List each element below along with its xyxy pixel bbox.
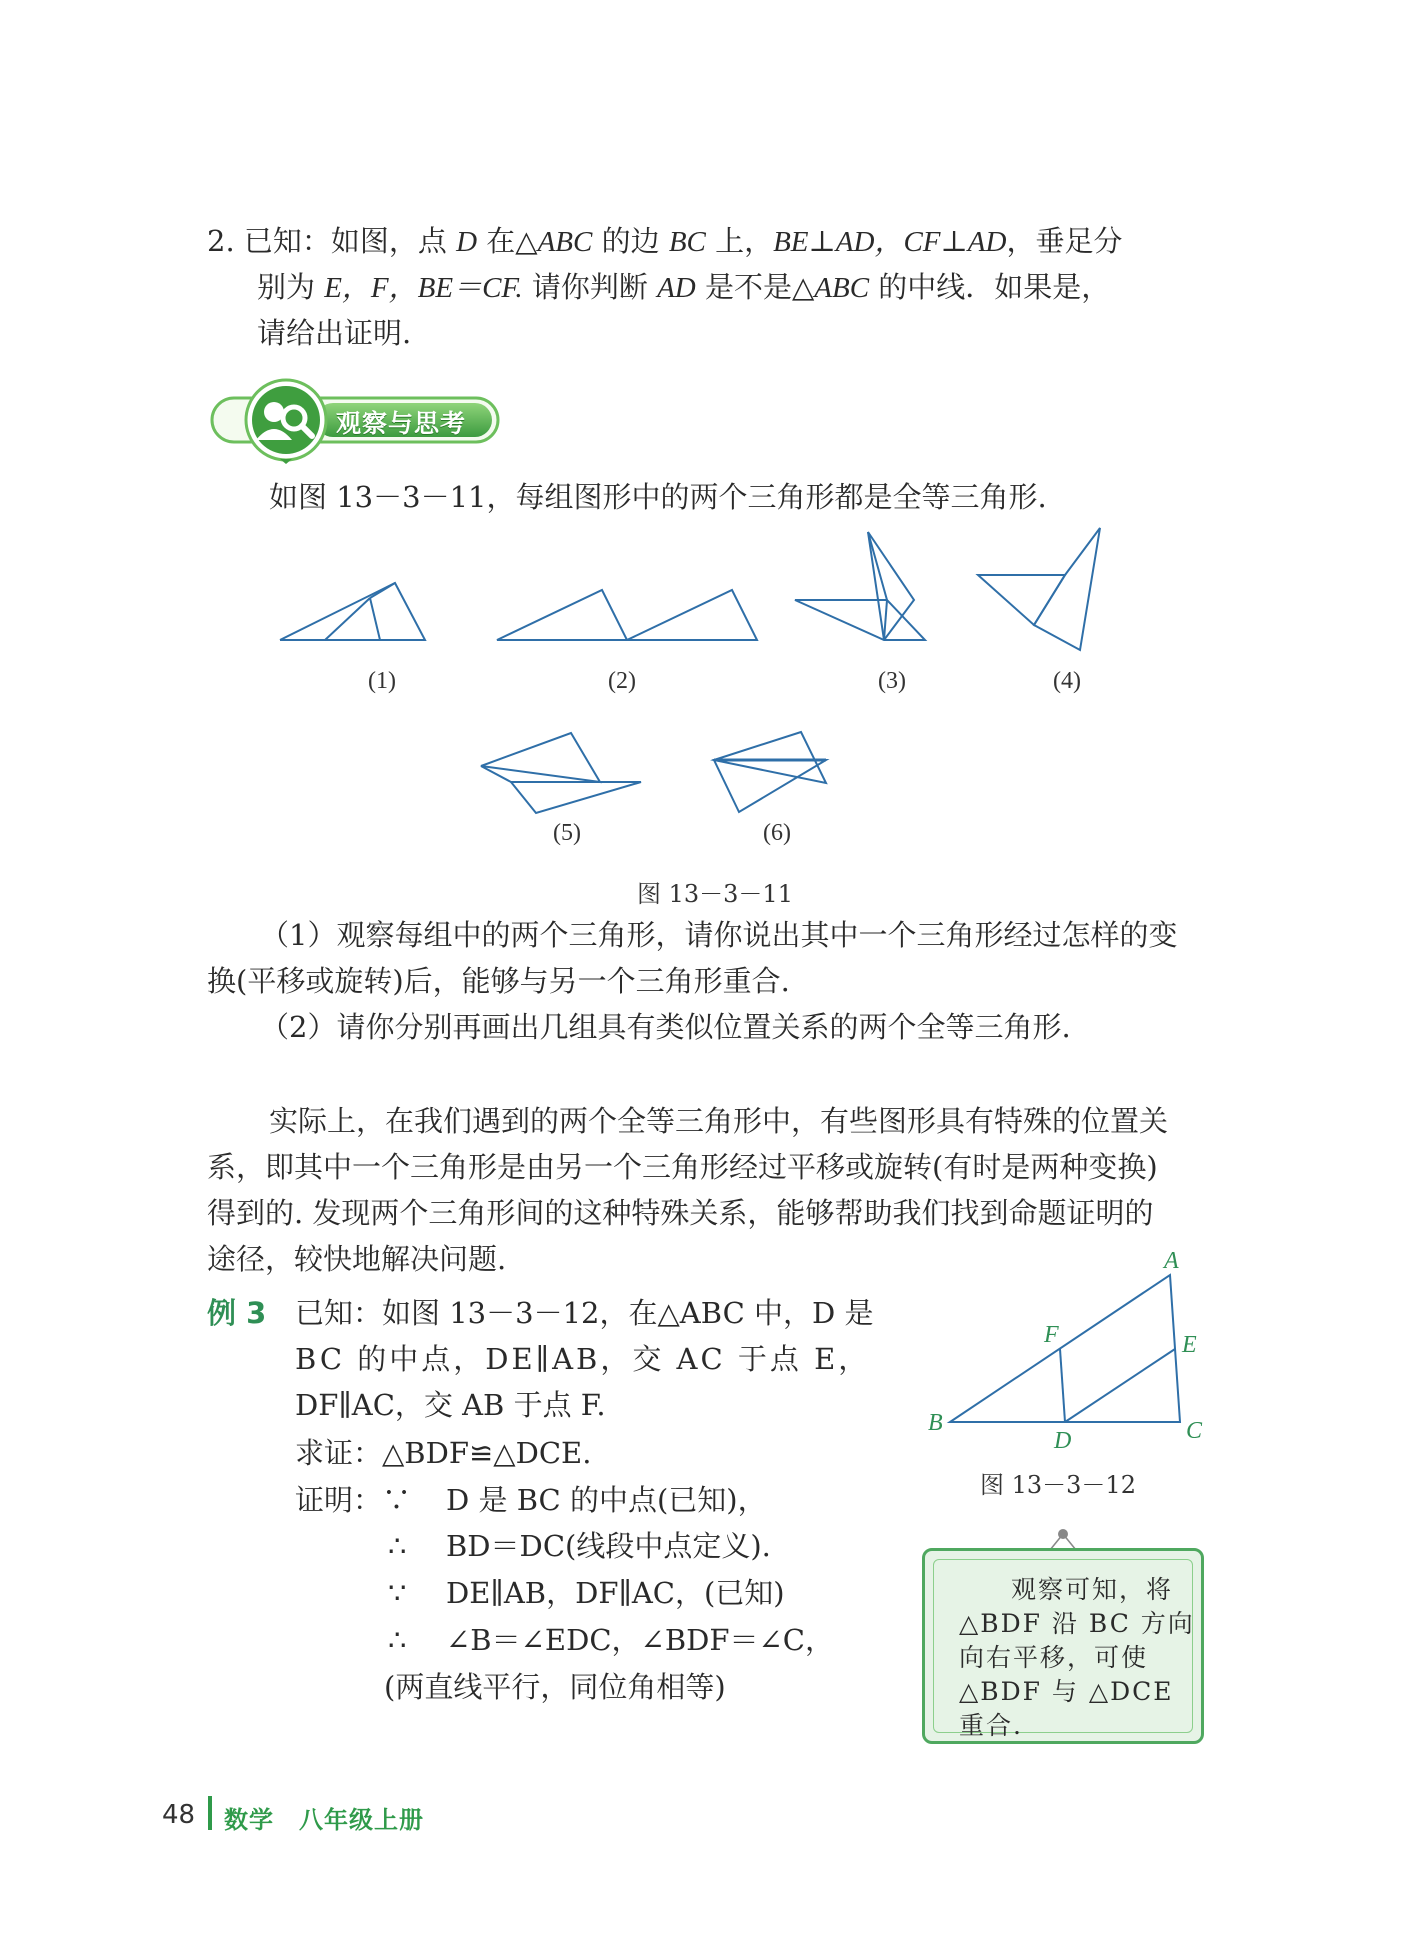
example-line1: 已知：如图 13－3－12，在△ABC 中，D 是 [295, 1296, 874, 1330]
example-line3: DF∥AC，交 AB 于点 F. [295, 1388, 606, 1422]
fig11-label-5: (5) [553, 820, 581, 846]
triangle-abc [950, 1275, 1180, 1422]
point-C: C [1186, 1418, 1203, 1444]
paragraph-line3: 得到的. 发现两个三角形间的这种特殊关系，能够帮助我们找到命题证明的 [207, 1196, 1154, 1230]
fig11-label-4: (4) [1053, 668, 1081, 694]
question-1-line2: 换(平移或旋转)后，能够与另一个三角形重合. [207, 964, 790, 998]
point-A: A [1164, 1248, 1179, 1274]
text: ，垂足分 [1006, 224, 1123, 258]
math: ABC [537, 226, 593, 258]
point-E: E [1182, 1332, 1197, 1358]
math: BC [668, 226, 706, 258]
text: 是不是△ [695, 270, 815, 304]
figure-13-3-12 [920, 1242, 1220, 1462]
proof-symbol-3: ∵ [388, 1576, 407, 1610]
text: 的边 [592, 224, 669, 258]
fig11-pair-4 [978, 528, 1100, 650]
problem2-line1 [207, 218, 1122, 265]
badge-title: 观察与思考 [336, 409, 467, 438]
book-title: 数学 八年级上册 [224, 1806, 424, 1834]
paragraph-line2: 系，即其中一个三角形是由另一个三角形经过平移或旋转(有时是两种变换) [207, 1150, 1158, 1184]
note-line5: 重合. [959, 1711, 1023, 1740]
paragraph-line1: 实际上，在我们遇到的两个全等三角形中，有些图形具有特殊的位置关 [269, 1104, 1169, 1138]
example-tag: 例 3 [207, 1296, 267, 1330]
point-D: D [1054, 1428, 1072, 1454]
math: AD [657, 272, 696, 304]
text: 在△ [477, 224, 538, 258]
math: E，F，BE＝CF. [324, 272, 523, 304]
text: 请你判断 [522, 270, 658, 304]
proof-line2: BD＝DC(线段中点定义). [446, 1529, 771, 1563]
observe-intro: 如图 13－3－11，每组图形中的两个三角形都是全等三角形. [269, 480, 1047, 514]
question-1-line1: （1）观察每组中的两个三角形，请你说出其中一个三角形经过怎样的变 [260, 918, 1178, 952]
text: 别为 [257, 270, 325, 304]
proof-line1: D 是 BC 的中点(已知)， [446, 1483, 767, 1517]
note-line3: 向右平移，可使 [959, 1643, 1149, 1672]
problem-number: 2. [207, 224, 235, 258]
question-2: （2）请你分别再画出几组具有类似位置关系的两个全等三角形. [260, 1010, 1071, 1044]
fig11-pair-6 [714, 732, 826, 812]
note-line2: △BDF 沿 BC 方向 [959, 1609, 1195, 1638]
point-B: B [928, 1410, 943, 1436]
problem2-line3: 请给出证明. [257, 316, 412, 350]
proof-line3: DE∥AB，DF∥AC，(已知) [446, 1576, 785, 1610]
proof-line4: ∠B＝∠EDC，∠BDF＝∠C， [446, 1623, 834, 1657]
text: 上， [705, 224, 774, 258]
section-badge [208, 378, 503, 466]
proof-line5: (两直线平行，同位角相等) [384, 1670, 726, 1704]
fig11-label-2: (2) [608, 668, 636, 694]
paragraph-line4: 途径，较快地解决问题. [207, 1242, 507, 1276]
fig11-caption: 图 13－3－11 [637, 880, 793, 908]
fig11-pair-5 [481, 733, 641, 813]
segment-de [1065, 1349, 1175, 1422]
fig11-label-1: (1) [368, 668, 396, 694]
footer-divider [208, 1796, 212, 1830]
fig12-caption: 图 13－3－12 [980, 1471, 1136, 1499]
fig11-label-6: (6) [763, 820, 791, 846]
figure-13-3-11 [270, 520, 1170, 880]
fig11-pair-1 [280, 583, 425, 640]
page-number: 48 [162, 1800, 196, 1830]
math: D [456, 226, 478, 258]
note-line4: △BDF 与 △DCE [959, 1677, 1174, 1706]
fig11-pair-2 [497, 590, 757, 640]
example-line2: BC 的中点，DE∥AB，交 AC 于点 E， [295, 1342, 871, 1376]
problem2-line2 [257, 264, 1110, 311]
segment-fd [1060, 1349, 1065, 1422]
proof-symbol-2: ∴ [388, 1529, 407, 1563]
proof-symbol-4: ∴ [388, 1623, 407, 1657]
text: 的中线．如果是， [869, 270, 1111, 304]
math: BE⊥AD，CF⊥AD [773, 226, 1007, 258]
fig11-label-3: (3) [878, 668, 906, 694]
proof-head: 证明：∵ [295, 1483, 412, 1517]
example-line4: 求证：△BDF≌△DCE. [295, 1436, 592, 1470]
fig11-pair-3 [795, 532, 925, 640]
point-F: F [1044, 1322, 1059, 1348]
text: 已知：如图，点 [243, 224, 457, 258]
math: ABC [814, 272, 870, 304]
note-line1: 观察可知，将 [1011, 1575, 1174, 1604]
note-box [922, 1548, 1204, 1744]
